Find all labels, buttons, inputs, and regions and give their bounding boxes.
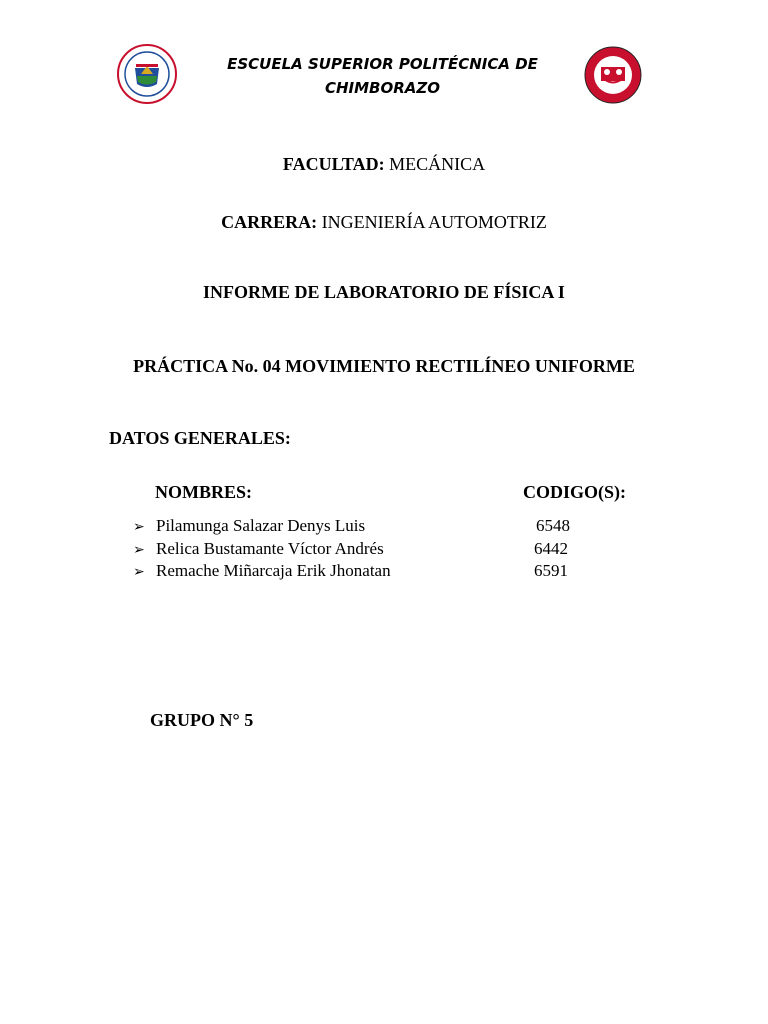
- espoch-seal-icon: [117, 44, 177, 104]
- list-item: [133, 516, 145, 536]
- student-code: 6442: [534, 539, 568, 558]
- school-title-line1: ESCUELA SUPERIOR POLITÉCNICA DE: [227, 55, 538, 73]
- datos-generales-heading: DATOS GENERALES:: [109, 428, 291, 448]
- list-item: [133, 561, 145, 581]
- facultad-line: [0, 154, 768, 175]
- names-column-header: NOMBRES:: [155, 482, 253, 502]
- student-code: 6591: [534, 561, 568, 580]
- group-label: GRUPO N° 5: [150, 710, 254, 730]
- student-code: 6548: [536, 516, 570, 535]
- arrow-bullet-icon: ➢: [133, 564, 145, 580]
- faculty-mechanics-seal-icon: [584, 46, 642, 104]
- student-name: Pilamunga Salazar Denys Luis: [156, 516, 366, 535]
- practica-title: PRÁCTICA No. 04 MOVIMIENTO RECTILÍNEO UNIFORME: [133, 356, 635, 376]
- student-name: Remache Miñarcaja Erik Jhonatan: [156, 561, 391, 580]
- facultad-value: MECÁNICA: [389, 154, 486, 174]
- informe-title: INFORME DE LABORATORIO DE FÍSICA I: [203, 282, 565, 302]
- school-title-line2: CHIMBORAZO: [324, 79, 441, 97]
- facultad-label: FACULTAD:: [282, 154, 385, 174]
- arrow-bullet-icon: ➢: [133, 519, 145, 535]
- carrera-value: INGENIERÍA AUTOMOTRIZ: [321, 212, 547, 232]
- codes-column-header: CODIGO(S):: [523, 482, 626, 502]
- list-item: [133, 539, 145, 559]
- student-name: Relica Bustamante Víctor Andrés: [156, 539, 384, 558]
- carrera-line: [0, 212, 768, 233]
- school-title: [190, 52, 575, 100]
- carrera-label: CARRERA:: [221, 212, 318, 232]
- arrow-bullet-icon: ➢: [133, 542, 145, 558]
